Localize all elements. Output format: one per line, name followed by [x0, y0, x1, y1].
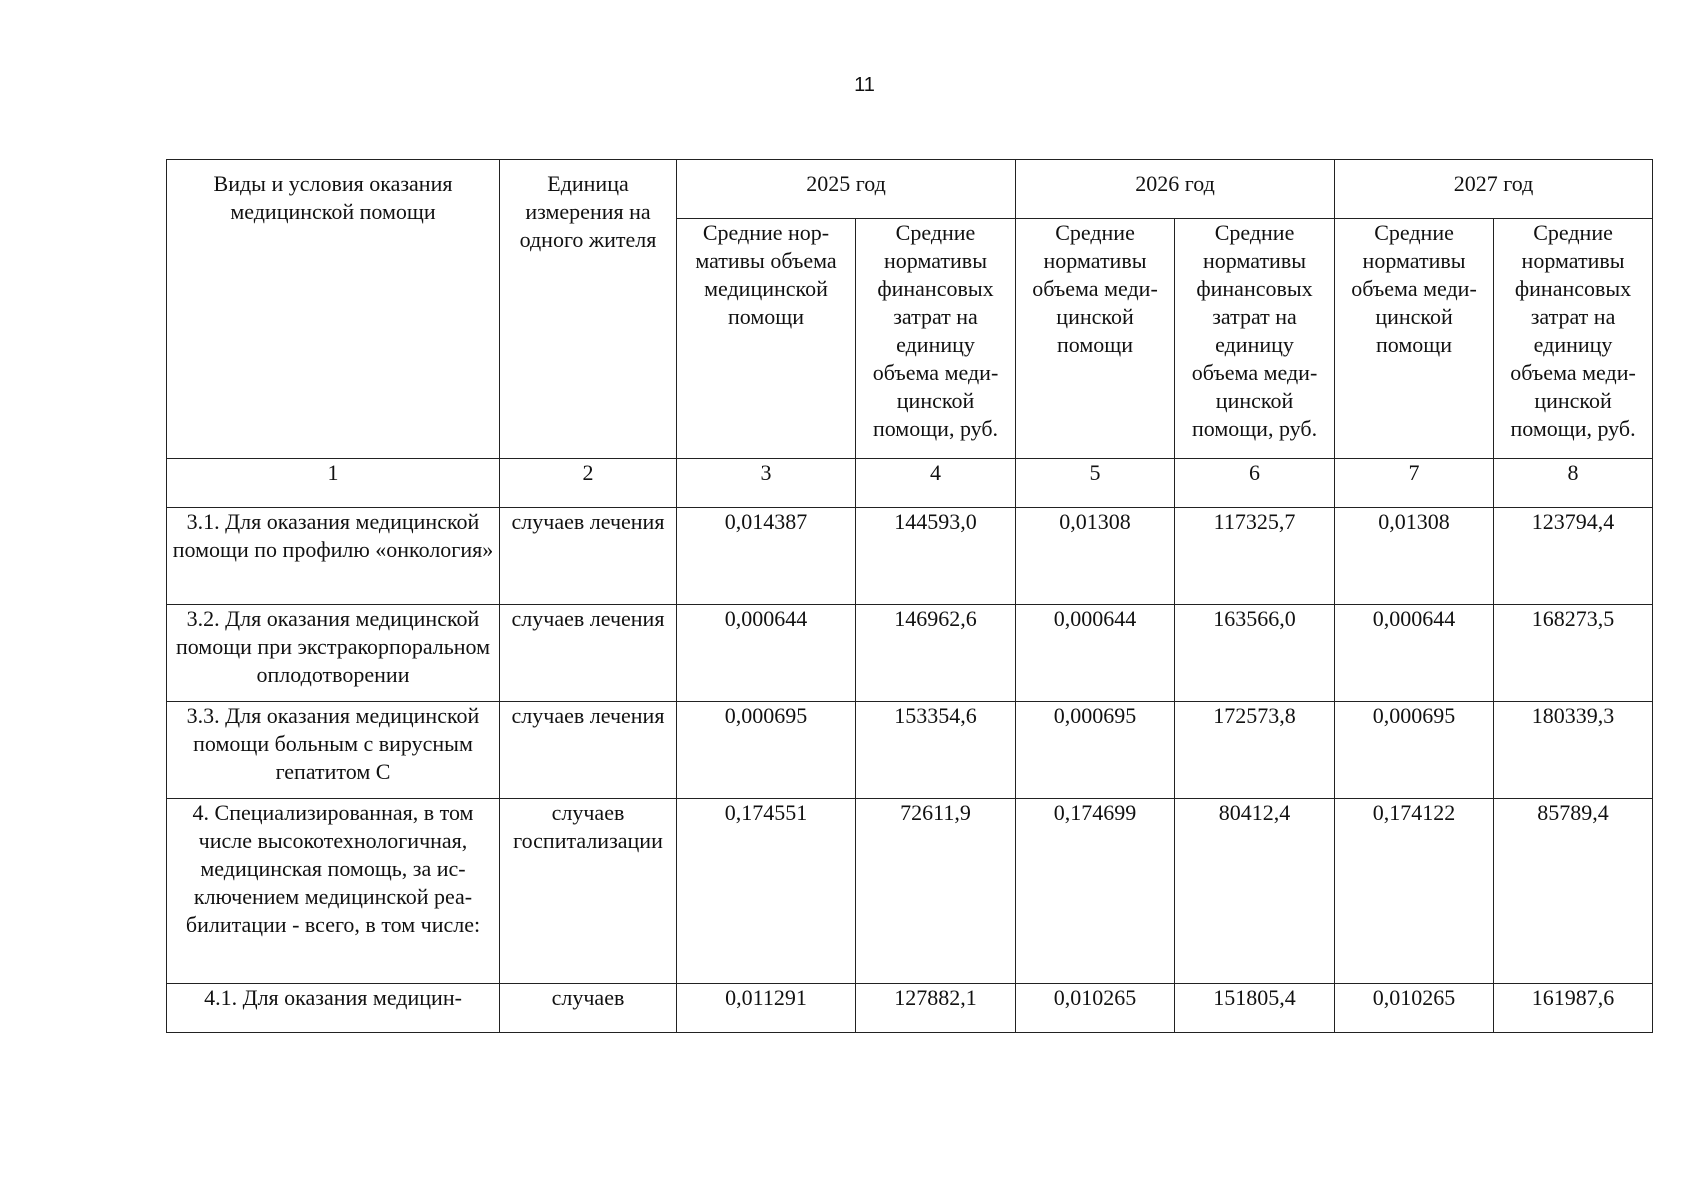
header-year-2026: 2026 год [1016, 160, 1335, 219]
column-number: 5 [1016, 459, 1175, 508]
row-value: 151805,4 [1175, 984, 1335, 1033]
row-value: 0,010265 [1016, 984, 1175, 1033]
row-value: 0,014387 [677, 508, 856, 605]
row-value: 0,000695 [1335, 702, 1494, 799]
header-volume-2025: Средние нормативы объема медицинской помощи [677, 219, 856, 459]
header-unit-per-resident: Единица измерения на одного жителя [500, 160, 677, 459]
row-unit: случаев лечения [500, 702, 677, 799]
row-value: 0,000644 [677, 605, 856, 702]
row-unit: случаев госпитализации [500, 799, 677, 984]
column-number: 3 [677, 459, 856, 508]
header-cost-2026: Средние нормативы финансовых затрат на единицу объема медицинской помощи, руб. [1175, 219, 1335, 459]
row-value: 172573,8 [1175, 702, 1335, 799]
table-row [167, 799, 1653, 984]
row-value: 180339,3 [1494, 702, 1653, 799]
column-number: 1 [167, 459, 500, 508]
row-value: 146962,6 [856, 605, 1016, 702]
row-unit: случаев лечения [500, 508, 677, 605]
row-value: 127882,1 [856, 984, 1016, 1033]
row-value: 0,174699 [1016, 799, 1175, 984]
table-row [167, 984, 1653, 1033]
header-year-2027: 2027 год [1335, 160, 1653, 219]
header-row-column-numbers [167, 459, 1653, 508]
column-number: 6 [1175, 459, 1335, 508]
row-unit: случаев [500, 984, 677, 1033]
row-value: 0,174122 [1335, 799, 1494, 984]
table-row [167, 605, 1653, 702]
row-value: 0,000695 [677, 702, 856, 799]
row-value: 0,174551 [677, 799, 856, 984]
row-value: 117325,7 [1175, 508, 1335, 605]
row-kind: 4. Специализированная, в том числе высокотехнологичная, медицинская помощь, за исключением медицинской реабилитации - всего, в том числе: [167, 799, 500, 984]
row-value: 0,000644 [1335, 605, 1494, 702]
page-number: 11 [854, 74, 875, 96]
header-cost-2027: Средние нормативы финансовых затрат на единицу объема медицинской помощи, руб. [1494, 219, 1653, 459]
column-number: 8 [1494, 459, 1653, 508]
row-value: 123794,4 [1494, 508, 1653, 605]
row-value: 153354,6 [856, 702, 1016, 799]
column-number: 7 [1335, 459, 1494, 508]
row-kind: 3.3. Для оказания медицинской помощи больным с вирусным гепатитом С [167, 702, 500, 799]
header-volume-2026: Средние нормативы объема медицинской помощи [1016, 219, 1175, 459]
header-cost-2025: Средние нормативы финансовых затрат на единицу объема медицинской помощи, руб. [856, 219, 1016, 459]
row-kind: 4.1. Для оказания медицин- [167, 984, 500, 1033]
table-row [167, 508, 1653, 605]
row-value: 0,010265 [1335, 984, 1494, 1033]
header-year-2025: 2025 год [677, 160, 1016, 219]
header-row-years [167, 160, 1653, 219]
column-number: 2 [500, 459, 677, 508]
row-value: 144593,0 [856, 508, 1016, 605]
row-value: 161987,6 [1494, 984, 1653, 1033]
header-volume-2027: Средние нормативы объема медицинской помощи [1335, 219, 1494, 459]
row-value: 0,01308 [1016, 508, 1175, 605]
row-value: 0,000695 [1016, 702, 1175, 799]
table-row [167, 702, 1653, 799]
row-value: 168273,5 [1494, 605, 1653, 702]
row-value: 0,011291 [677, 984, 856, 1033]
header-kind-of-care: Виды и условия оказания медицинской помощи [167, 160, 500, 459]
row-kind: 3.2. Для оказания медицинской помощи при экстракорпоральном оплодотворении [167, 605, 500, 702]
row-value: 163566,0 [1175, 605, 1335, 702]
row-value: 85789,4 [1494, 799, 1653, 984]
norms-table [166, 159, 1653, 1033]
column-number: 4 [856, 459, 1016, 508]
row-unit: случаев лечения [500, 605, 677, 702]
row-value: 0,000644 [1016, 605, 1175, 702]
row-value: 0,01308 [1335, 508, 1494, 605]
row-value: 80412,4 [1175, 799, 1335, 984]
row-value: 72611,9 [856, 799, 1016, 984]
row-kind: 3.1. Для оказания медицинской помощи по профилю «онкология» [167, 508, 500, 605]
